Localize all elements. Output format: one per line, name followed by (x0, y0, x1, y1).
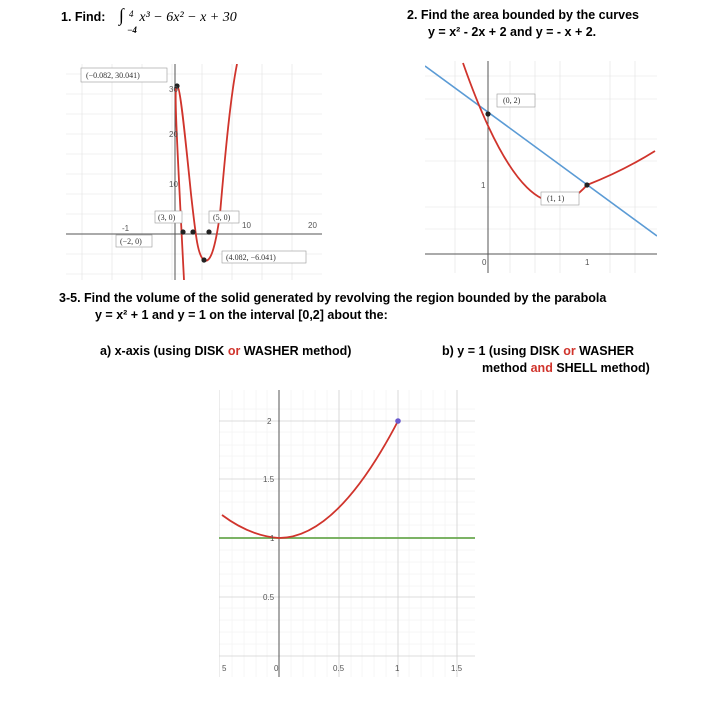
point-root-5 (206, 229, 211, 234)
point-1-2 (395, 418, 401, 424)
part-b-or: or (563, 344, 576, 358)
integral-lower-limit: −4 (126, 25, 137, 35)
tick-x-1-5: 1.5 (451, 664, 463, 673)
tick-x-10: 10 (242, 221, 251, 230)
graph-1-axes (66, 64, 322, 280)
tick-y-1-5: 1.5 (263, 475, 275, 484)
tick-y-20: 20 (169, 130, 178, 139)
part-b-post: WASHER (575, 344, 635, 358)
tick-x-0-5: 0.5 (333, 664, 345, 673)
tick-y-0-5: 0.5 (263, 593, 275, 602)
graph-1-cubic (66, 64, 322, 280)
line-y-eq-neg-x-plus-2 (425, 66, 657, 236)
part-a-post: WASHER method) (240, 344, 352, 358)
label-min: (4.082, −6.041) (226, 253, 276, 262)
graph-3-volume (219, 390, 475, 677)
tick-x-1: 1 (585, 258, 590, 267)
tick-x-1: 1 (395, 664, 400, 673)
point-root-neg2 (180, 229, 185, 234)
graph-1-grid (66, 64, 322, 280)
cubic-curve (176, 64, 237, 280)
point-1-1 (584, 182, 589, 187)
integrand: x³ − 6x² − x + 30 (139, 10, 237, 25)
graph-2-axes (425, 61, 657, 273)
problem-2-line-1: 2. Find the area bounded by the curves (407, 8, 639, 22)
integral-sign: ∫ (118, 5, 124, 25)
problem-1 (61, 5, 237, 35)
point-root-3 (190, 229, 195, 234)
tick-y-30: 30 (169, 85, 178, 94)
problem-3-line-1: 3-5. Find the volume of the solid generated by revolving the region bounded by the parabola (59, 291, 607, 305)
integral-upper-limit: 4 (128, 9, 134, 19)
problem-1-prefix: 1. Find: (61, 10, 106, 24)
part-b-line-1 (442, 343, 682, 360)
graph-2-area (425, 61, 657, 273)
part-a (100, 343, 351, 360)
label-root-neg2: (−2, 0) (120, 237, 142, 246)
tick-y-2: 2 (267, 417, 272, 426)
tick-x-0: 0 (482, 258, 487, 267)
point-0-2 (485, 111, 490, 116)
part-a-or: or (227, 344, 241, 358)
label-point-1-1: (1, 1) (547, 194, 565, 203)
problem-2-line-2: y = x² - 2x + 2 and y = - x + 2. (428, 25, 597, 39)
graph-2-grid (425, 61, 657, 273)
tick-y-1: 1 (270, 534, 275, 543)
problem-3-line-2: y = x² + 1 and y = 1 on the interval [0,2] about the: (95, 308, 388, 322)
label-max: (−0.082, 30.041) (86, 71, 140, 80)
part-a-pre: a) x-axis (using DISK (100, 344, 228, 358)
integral (109, 5, 237, 35)
parabola-curve (463, 63, 655, 202)
point-min (201, 257, 206, 262)
tick-y-10: 10 (169, 180, 178, 189)
part-b-pre: b) y = 1 (using DISK (442, 344, 564, 358)
part-b-and: and (530, 361, 553, 375)
tick-x-neg: 5 (222, 664, 227, 673)
label-root-3: (3, 0) (158, 213, 176, 222)
tick-y-1: 1 (481, 181, 486, 190)
parabola-y-eq-x2-plus-1 (222, 421, 398, 538)
tick-x-0: 0 (274, 664, 279, 673)
tick-x-20: 20 (308, 221, 317, 230)
label-point-0-2: (0, 2) (503, 96, 521, 105)
part-b-line2-post: SHELL method) (552, 361, 650, 375)
tick-x-neg1: -1 (122, 224, 130, 233)
part-b (442, 343, 682, 377)
part-b-line2-pre: method (482, 361, 531, 375)
label-root-5: (5, 0) (213, 213, 231, 222)
part-b-line-2 (442, 360, 682, 377)
